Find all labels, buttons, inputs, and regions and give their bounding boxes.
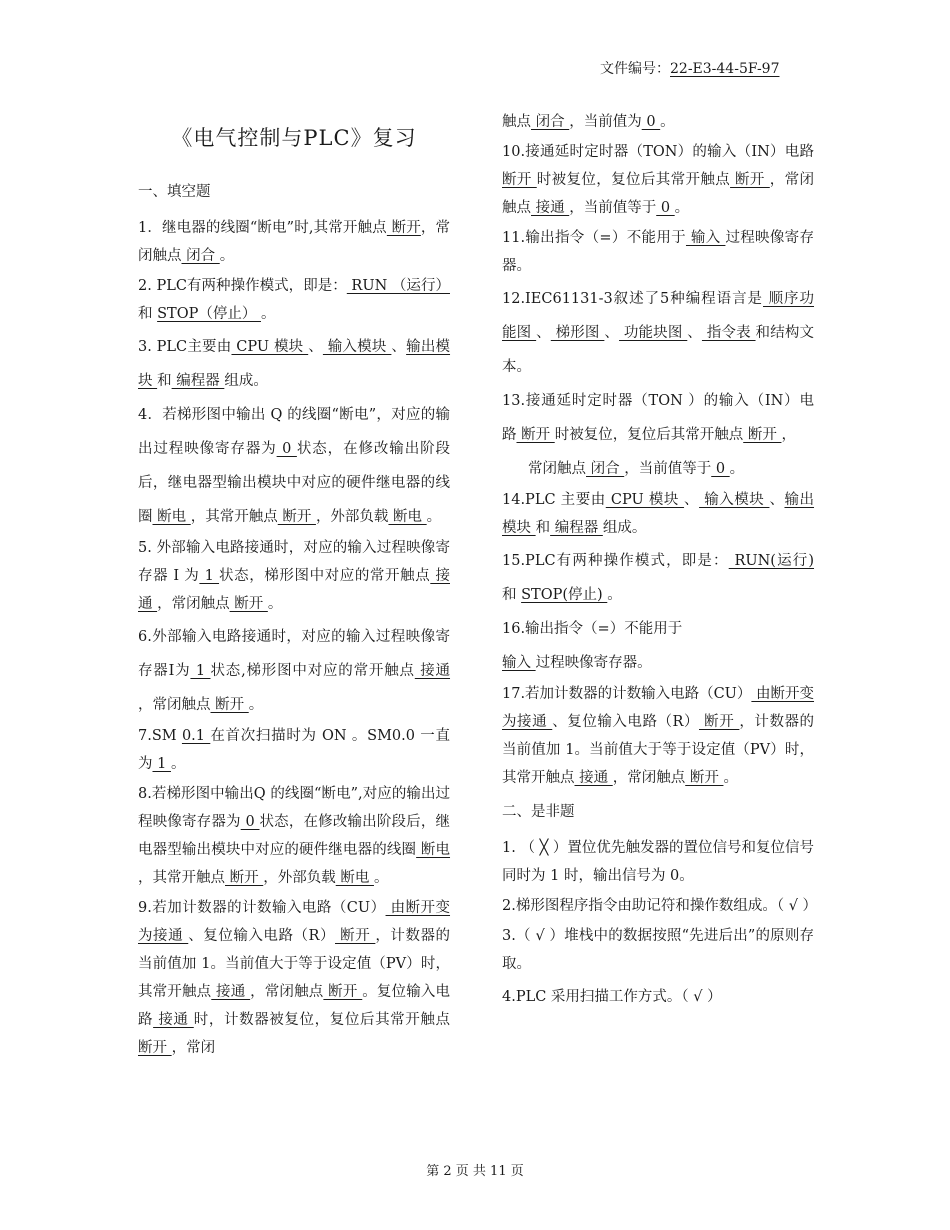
answer-blank: 闭合 — [181, 248, 220, 264]
answer-blank: 闭合 — [531, 114, 570, 130]
answer-blank: 断开 — [699, 714, 740, 730]
page-footer: 第 2 页 共 11 页 — [426, 1164, 524, 1179]
question-text: 和 — [502, 587, 522, 603]
document-number-label: 文件编号： — [600, 61, 670, 77]
right-column — [502, 108, 818, 1014]
question-text: ，当前值等于 — [624, 461, 712, 477]
answer-blank: 断开 — [138, 1040, 172, 1056]
fill-blank-list-right — [502, 108, 814, 792]
question-text: ，其常开触点 — [190, 509, 278, 525]
question-text: 3. PLC主要由 — [138, 339, 232, 355]
question-text: 2.梯形图程序指令由助记符和操作数组成。（ √ ） — [502, 898, 818, 914]
answer-blank: 断开 — [229, 596, 268, 612]
question-text: 、 — [604, 325, 620, 341]
page-title: 《电气控制与PLC》复习 — [171, 126, 417, 150]
question-text: 5. 外部输入电路接通时，对应的输入过程映像寄存器 I 为 — [138, 540, 450, 584]
answer-blank: 接通 — [138, 568, 450, 612]
question-text: 时被复位，复位后其常开触点 — [536, 172, 731, 188]
answer-blank: 0 — [240, 814, 260, 830]
answer-blank: 梯形图 — [550, 325, 605, 341]
answer-blank: 0 — [711, 461, 730, 477]
question-text: 17.若加计数器的计数输入电路（CU） — [502, 686, 752, 702]
question-text: ，常闭触点 — [502, 172, 815, 216]
answer-blank: 断开 — [225, 870, 264, 886]
question-text: ，其常开触点 — [138, 870, 225, 886]
answer-blank: 断开 — [277, 509, 316, 525]
answer-blank: 0.1 — [181, 728, 211, 744]
question-text: 组成。 — [602, 520, 647, 536]
question-text: ，外部负载 — [263, 870, 336, 886]
question-text: ， — [781, 427, 796, 443]
question-text: 、 — [687, 325, 702, 341]
question-text: 7.SM — [138, 728, 182, 744]
question-text: 。 — [267, 596, 283, 612]
question-text: 。 — [170, 756, 186, 772]
question-item — [138, 780, 450, 892]
question-item — [502, 452, 814, 486]
section-heading-fill-blank: 一、填空题 — [138, 184, 211, 200]
question-text: 1．继电器的线圈“断电”时,其常开触点 — [138, 220, 387, 236]
question-text: 。 — [660, 114, 675, 130]
answer-blank: 接通 — [211, 984, 251, 1000]
question-text: ，计数器的当前值加 1。当前值大于等于设定值（PV）时，其常开触点 — [138, 928, 451, 1000]
question-text: 14.PLC 主要由 — [502, 492, 606, 508]
answer-blank: 断开 — [516, 427, 555, 443]
question-item — [138, 722, 450, 778]
answer-blank: STOP(停止) — [521, 587, 608, 603]
answer-blank: 断开 — [685, 770, 724, 786]
answer-blank: 由断开变为接通 — [138, 900, 451, 944]
question-text: 、 — [769, 492, 785, 508]
question-item — [502, 486, 814, 542]
answer-blank: 输出模块 — [502, 492, 815, 536]
question-item — [502, 680, 814, 792]
true-false-item — [502, 892, 818, 920]
answer-blank: 断开 — [743, 427, 782, 443]
question-text: 3.（ √ ）堆栈中的数据按照“先进后出”的原则存取。 — [502, 928, 814, 972]
question-text: 。复位输入电路 — [138, 984, 451, 1028]
answer-blank: 0 — [656, 200, 675, 216]
answer-blank: 断电 — [335, 870, 374, 886]
question-item — [138, 214, 450, 270]
question-item — [502, 646, 814, 680]
question-text: ，常闭触点 — [612, 770, 686, 786]
question-text: 13.接通延时定时器（TON ）的输入（IN）电路 — [502, 393, 814, 443]
answer-blank: 0 — [641, 114, 661, 130]
answer-blank: 断开 — [210, 697, 249, 713]
answer-blank: 断电 — [388, 509, 427, 525]
question-text: ，常闭 — [171, 1040, 216, 1056]
answer-blank: CPU 模块 — [231, 339, 309, 355]
answer-blank: 接通 — [531, 200, 570, 216]
answer-blank: 0 — [276, 441, 297, 457]
section-heading-true-false: 二、是非题 — [502, 804, 575, 820]
question-text: 16.输出指令（=）不能用于 — [502, 621, 683, 637]
question-text: 。 — [426, 509, 442, 525]
question-item — [502, 282, 814, 384]
fill-blank-list-left — [138, 214, 450, 1062]
question-text: 2. PLC有两种操作模式，即是： — [138, 278, 347, 294]
question-text: 11.输出指令（=）不能用于 — [502, 230, 686, 246]
document-number — [600, 58, 779, 78]
question-text: 、复位输入电路（R） — [188, 928, 336, 944]
answer-blank: 编程器 — [171, 373, 225, 389]
answer-blank: 断开 — [323, 984, 363, 1000]
question-text: 、 — [308, 339, 323, 355]
question-text: 状态，在修改输出阶段后，继电器型输出模块中对应的硬件继电器的线圈 — [138, 441, 450, 525]
answer-blank: 断开 — [335, 928, 376, 944]
question-text: 、 — [684, 492, 700, 508]
question-text: 、 — [536, 325, 551, 341]
question-text: ，常闭触点 — [138, 220, 450, 264]
answer-blank: 1 — [152, 756, 171, 772]
answer-blank: 接通 — [574, 770, 613, 786]
question-item — [502, 224, 814, 280]
answer-blank: 功能块图 — [619, 325, 688, 341]
answer-blank: 断开 — [386, 220, 421, 236]
question-text: 和 — [535, 520, 551, 536]
answer-blank: CPU 模块 — [605, 492, 685, 508]
question-text: 。 — [723, 770, 738, 786]
answer-blank: 指令表 — [701, 325, 756, 341]
question-text: 组成。 — [224, 373, 268, 389]
document-number-value: 22-E3-44-5F-97 — [670, 61, 780, 77]
question-text: 。 — [260, 306, 276, 322]
true-false-item — [502, 980, 814, 1014]
question-text: ，常闭触点 — [157, 596, 230, 612]
question-item — [502, 384, 814, 452]
question-text: 和 — [157, 373, 172, 389]
question-item — [502, 544, 814, 612]
answer-blank: 接通 — [153, 1012, 194, 1028]
question-text: 状态，在修改输出阶段后，继电器型输出模块中对应的硬件继电器的线圈 — [138, 814, 451, 858]
question-text: 常闭触点 — [528, 461, 586, 477]
question-item — [138, 272, 450, 328]
question-text: 10.接通延时定时器（TON）的输入（IN）电路 — [502, 144, 814, 160]
question-text: 。 — [674, 200, 690, 216]
question-item — [138, 398, 450, 534]
answer-blank: 断开 — [502, 172, 537, 188]
true-false-item — [502, 834, 814, 890]
question-text: 15.PLC有两种操作模式，即是： — [502, 553, 729, 569]
question-item — [138, 620, 450, 722]
question-text: 和 — [138, 306, 158, 322]
question-text: ，计数器的当前值加 1。当前值大于等于设定值（PV）时，其常开触点 — [502, 714, 815, 786]
question-text: 1. （ ╳ ）置位优先触发器的置位信号和复位信号同时为 1 时，输出信号为 0。 — [502, 840, 814, 884]
answer-blank: RUN(运行) — [728, 553, 815, 569]
question-item — [138, 534, 450, 618]
question-text: 、复位输入电路（R） — [552, 714, 700, 730]
question-item — [502, 138, 814, 222]
answer-blank: RUN （运行） — [346, 278, 450, 294]
question-text: 和结构文本。 — [502, 325, 815, 375]
question-text: 。 — [607, 587, 622, 603]
question-text: 。 — [729, 461, 745, 477]
question-text: 时，计数器被复位，复位后其常开触点 — [193, 1012, 451, 1028]
answer-blank: 由断开变为接通 — [502, 686, 815, 730]
answer-blank: STOP（停止） — [157, 306, 261, 322]
question-text: ，常闭触点 — [250, 984, 324, 1000]
left-column — [138, 108, 450, 1064]
answer-blank: 断电 — [416, 842, 451, 858]
answer-blank: 1 — [199, 568, 220, 584]
answer-blank: 编程器 — [550, 520, 603, 536]
answer-blank: 输入模块 — [699, 492, 770, 508]
question-text: ，外部负载 — [315, 509, 389, 525]
question-text: 过程映像寄存器。 — [535, 655, 652, 671]
true-false-item — [502, 922, 814, 978]
question-text: 在首次扫描时为 ON 。SM0.0 一直为 — [138, 728, 450, 772]
question-text: ，当前值为 — [569, 114, 642, 130]
answer-blank: 输出模块 — [138, 339, 451, 389]
question-text: 。 — [248, 697, 264, 713]
answer-blank: 1 — [190, 663, 211, 679]
question-text: 。 — [373, 870, 389, 886]
answer-blank: 接通 — [414, 663, 451, 679]
question-text: 4．若梯形图中输出 Q 的线圈“断电”，对应的输出过程映像寄存器为 — [138, 407, 450, 457]
question-text: 触点 — [502, 114, 531, 130]
question-text: ，常闭触点 — [138, 697, 211, 713]
question-text: 过程映像寄存器。 — [502, 230, 814, 274]
question-item — [138, 894, 450, 1062]
question-text: 状态，梯形图中对应的常开触点 — [219, 568, 431, 584]
question-text: 。 — [219, 248, 235, 264]
answer-blank: 闭合 — [586, 461, 625, 477]
question-item — [502, 108, 814, 136]
answer-blank: 输入 — [502, 655, 536, 671]
question-text: 12.IEC61131-3叙述了5种编程语言是 — [502, 291, 764, 307]
true-false-list — [502, 834, 818, 1014]
question-text: 9.若加计数器的计数输入电路（CU） — [138, 900, 386, 916]
question-text: 6.外部输入电路接通时，对应的输入过程映像寄存器I为 — [138, 629, 450, 679]
answer-blank: 断电 — [152, 509, 191, 525]
question-text: 时被复位，复位后其常开触点 — [554, 427, 744, 443]
answer-blank: 断开 — [730, 172, 770, 188]
question-item — [138, 330, 450, 398]
question-text: 、 — [391, 339, 407, 355]
question-text: 状态,梯形图中对应的常开触点 — [210, 663, 415, 679]
question-item — [502, 612, 814, 646]
question-text: 8.若梯形图中输出Q 的线圈“断电”,对应的输出过程映像寄存器为 — [138, 786, 450, 830]
answer-blank: 顺序功能图 — [502, 291, 815, 341]
answer-blank: 输入 — [685, 230, 726, 246]
question-text: 4.PLC 采用扫描工作方式。（ √ ） — [502, 989, 722, 1005]
question-text: ，当前值等于 — [569, 200, 657, 216]
answer-blank: 输入模块 — [322, 339, 392, 355]
